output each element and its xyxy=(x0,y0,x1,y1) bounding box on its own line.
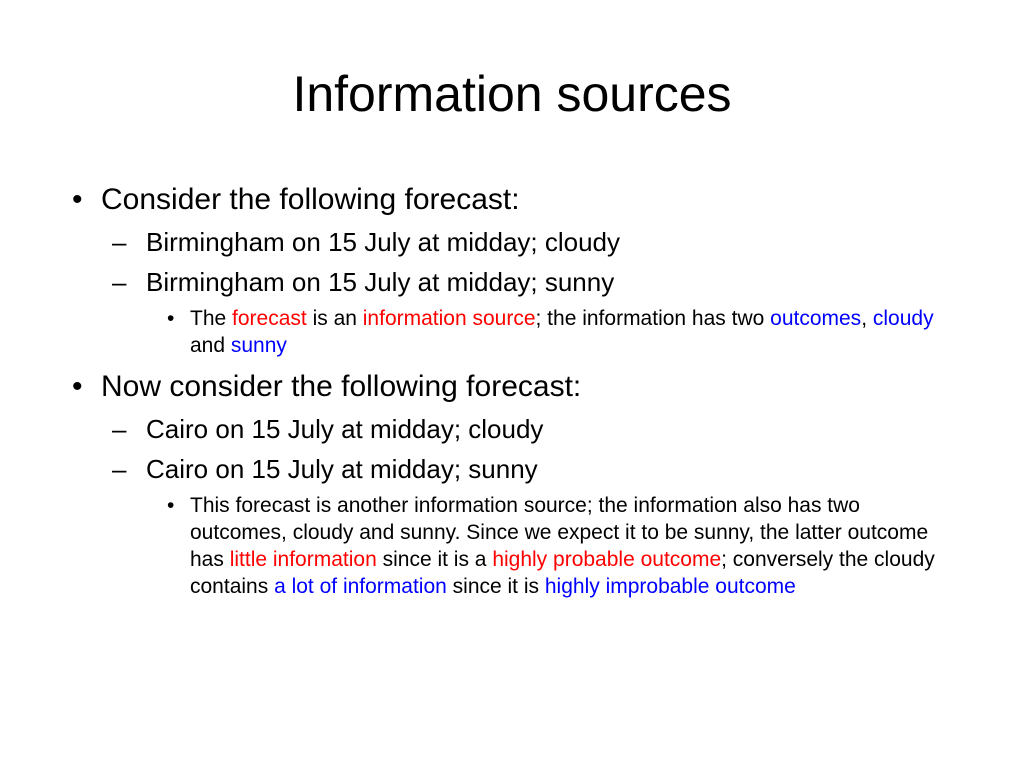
bullet-dot: • xyxy=(167,307,175,330)
note-text: , xyxy=(861,307,873,330)
note-text: The xyxy=(190,307,233,330)
bullet-dash: – xyxy=(112,454,127,484)
note-text: since it is a xyxy=(376,548,493,571)
bullet-dot: • xyxy=(72,183,83,216)
bullet-dash: – xyxy=(112,414,127,444)
bullet-level2 xyxy=(72,224,952,260)
note-text: ; the information has two xyxy=(535,307,771,330)
bullet-level3 xyxy=(72,492,950,600)
highlight-red: little information xyxy=(229,548,377,571)
slide-body xyxy=(72,180,952,600)
bullet-level1 xyxy=(72,180,952,220)
bullet-level2 xyxy=(72,411,952,447)
highlight-blue: outcomes xyxy=(770,307,862,330)
bullet-text: Now consider the following forecast: xyxy=(101,370,582,403)
highlight-blue: sunny xyxy=(230,334,287,357)
highlight-blue: a lot of information xyxy=(274,575,447,598)
bullet-text: Birmingham on 15 July at midday; cloudy xyxy=(146,227,621,257)
note-text: since it is xyxy=(446,575,545,598)
bullet-level2 xyxy=(72,451,952,487)
bullet-text: Consider the following forecast: xyxy=(101,183,520,216)
note-text: This forecast is another information source; the information also has two outcomes, cloudy and sunny. Since we expect it to be sunny, the latter outcome has xyxy=(190,494,929,571)
bullet-dash: – xyxy=(112,267,127,297)
bullet-level1 xyxy=(72,367,952,407)
bullet-dot: • xyxy=(72,370,83,403)
highlight-red: forecast xyxy=(232,307,307,330)
note-text: is an xyxy=(306,307,363,330)
highlight-red: highly probable outcome xyxy=(492,548,722,571)
bullet-text: Cairo on 15 July at midday; cloudy xyxy=(146,414,544,444)
slide-title: Information sources xyxy=(292,66,732,122)
bullet-dash: – xyxy=(112,227,127,257)
bullet-text: Cairo on 15 July at midday; sunny xyxy=(146,454,538,484)
highlight-blue: cloudy xyxy=(872,307,934,330)
bullet-level2 xyxy=(72,264,952,300)
note-text: and xyxy=(190,334,231,357)
bullet-dot: • xyxy=(167,494,175,517)
bullet-level3 xyxy=(72,305,950,359)
bullet-text: Birmingham on 15 July at midday; sunny xyxy=(146,267,615,297)
highlight-red: information source xyxy=(362,307,536,330)
note-text: ; conversely the cloudy contains xyxy=(190,548,935,598)
highlight-blue: highly improbable outcome xyxy=(544,575,796,598)
